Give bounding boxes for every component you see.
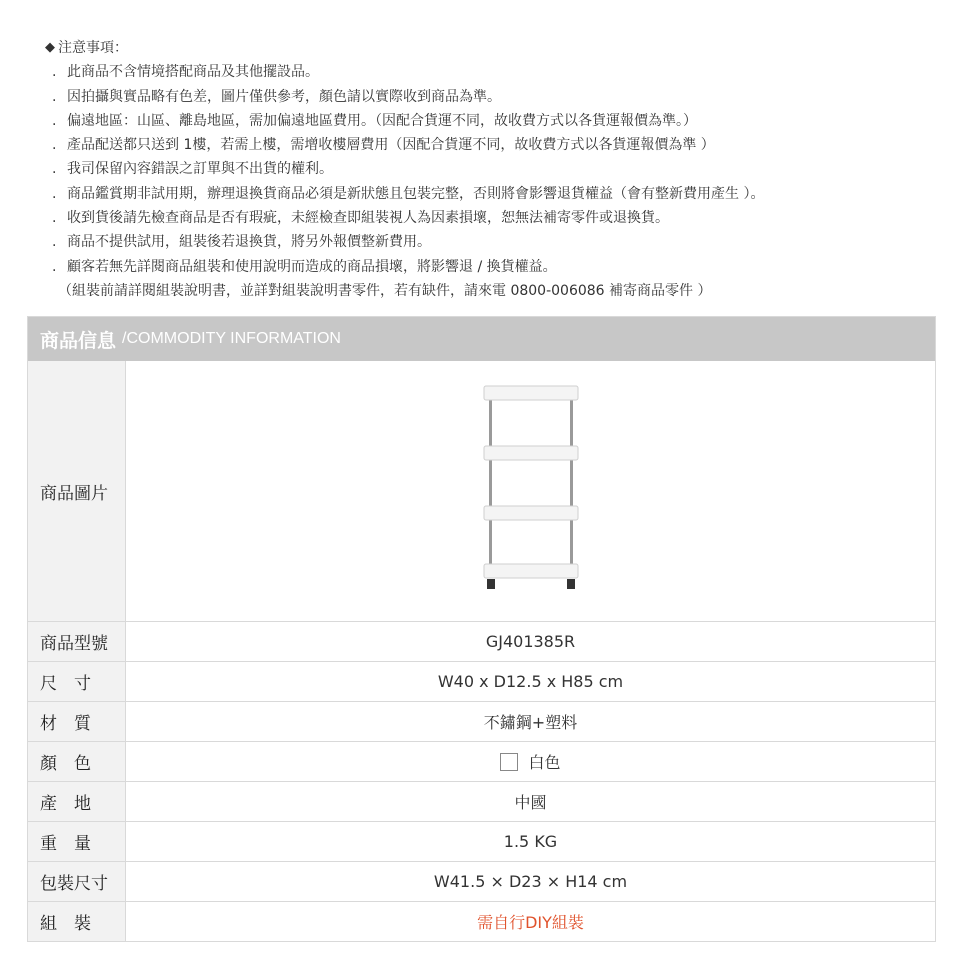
notes-section — [45, 36, 945, 303]
notes-item — [45, 230, 945, 254]
row-value — [126, 742, 935, 781]
row-value: GJ401385R — [485, 632, 576, 651]
row-value: W41.5 × D23 × H14 cm — [433, 872, 628, 891]
notes-item — [45, 182, 945, 206]
notes-item-text: 因拍攝與實品略有色差，圖片僅供參考，顏色請以實際收到商品為準。 — [67, 88, 501, 105]
wheel-left — [487, 579, 495, 589]
notes-heading: 注意事項： — [58, 40, 128, 56]
notes-item-text: 收到貨後請先檢查商品是否有瑕疵，未經檢查即組裝視人為因素損壞，恕無法補寄零件或退換貨。 — [67, 210, 669, 227]
commodity-info-table — [27, 316, 936, 942]
bullet-icon: . — [52, 112, 57, 129]
notes-item-text: 商品鑑賞期非試用期，辦理退換貨商品必須是新狀態且包裝完整，否則將會影響退貨權益（會有整新費用產生 ）。 — [67, 185, 765, 202]
row-label: 組 裝 — [28, 902, 126, 941]
table-subtitle: /COMMODITY INFORMATION — [122, 330, 341, 347]
bullet-icon: . — [52, 185, 57, 202]
row-label: 材 質 — [28, 702, 126, 741]
table-header — [28, 317, 935, 361]
notes-item — [45, 255, 945, 279]
product-image-cell — [126, 361, 935, 621]
notes-heading-row — [45, 36, 945, 60]
row-value: 中國 — [514, 793, 547, 812]
row-label: 顏 色 — [28, 742, 126, 781]
shelf-2 — [484, 446, 578, 460]
pole-left — [489, 396, 492, 576]
shelf-bottom — [484, 564, 578, 578]
notes-item — [45, 109, 945, 133]
shelf-top — [484, 386, 578, 400]
bullet-icon: . — [52, 210, 57, 227]
bullet-icon: . — [52, 258, 57, 275]
product-image-row — [28, 361, 935, 621]
notes-item-text: 偏遠地區：山區、離島地區，需加偏遠地區費用。（因配合貨運不同，故收費方式以各貨運報價為準。） — [67, 112, 697, 129]
row-label: 產 地 — [28, 782, 126, 821]
notes-item-text: 我司保留內容錯誤之訂單與不出貨的權利。 — [67, 161, 333, 178]
color-swatch — [500, 753, 518, 771]
table-row — [28, 621, 935, 661]
table-row — [28, 701, 935, 741]
bullet-icon: . — [52, 88, 57, 105]
diamond-icon: ◆ — [45, 40, 55, 55]
notes-item — [45, 133, 945, 157]
color-value: 白色 — [528, 753, 561, 772]
notes-item-text: 顧客若無先詳閱商品組裝和使用說明而造成的商品損壞，將影響退 / 換貨權益。 — [67, 258, 557, 275]
notes-item-text: 商品不提供試用，組裝後若退換貨，將另外報價整新費用。 — [67, 234, 431, 251]
notes-footer: （組裝前請詳閱組裝說明書，並詳對組裝說明書零件，若有缺件，請來電 0800-006086 補寄商品零件 ） — [58, 282, 712, 299]
row-label: 重 量 — [28, 822, 126, 861]
assembly-value: 需自行DIY組裝 — [477, 913, 584, 932]
table-row — [28, 781, 935, 821]
table-title: 商品信息 — [40, 329, 117, 352]
notes-item — [45, 206, 945, 230]
table-row — [28, 741, 935, 781]
table-row — [28, 901, 935, 941]
row-value: 1.5 KG — [503, 832, 558, 851]
bullet-icon: . — [52, 137, 57, 154]
bullet-icon: . — [52, 64, 57, 81]
wheel-right — [567, 579, 575, 589]
notes-item-text: 此商品不含情境搭配商品及其他擺設品。 — [67, 64, 319, 81]
table-row — [28, 861, 935, 901]
notes-item — [45, 85, 945, 109]
bullet-icon: . — [52, 161, 57, 178]
notes-item — [45, 60, 945, 84]
row-label: 包裝尺寸 — [28, 862, 126, 901]
notes-item-text: 產品配送都只送到 1樓，若需上樓，需增收樓層費用（因配合貨運不同，故收費方式以各貨運報價為準 ） — [67, 137, 715, 154]
row-value: W40 x D12.5 x H85 cm — [437, 672, 624, 691]
bullet-icon: . — [52, 234, 57, 251]
row-value: 不鏽鋼+塑料 — [483, 713, 578, 732]
product-image — [476, 376, 586, 606]
shelf-3 — [484, 506, 578, 520]
pole-right — [570, 396, 573, 576]
product-image-label: 商品圖片 — [28, 361, 126, 621]
row-label: 尺 寸 — [28, 662, 126, 701]
table-row — [28, 661, 935, 701]
row-label: 商品型號 — [28, 622, 126, 661]
notes-item — [45, 157, 945, 181]
table-row — [28, 821, 935, 861]
